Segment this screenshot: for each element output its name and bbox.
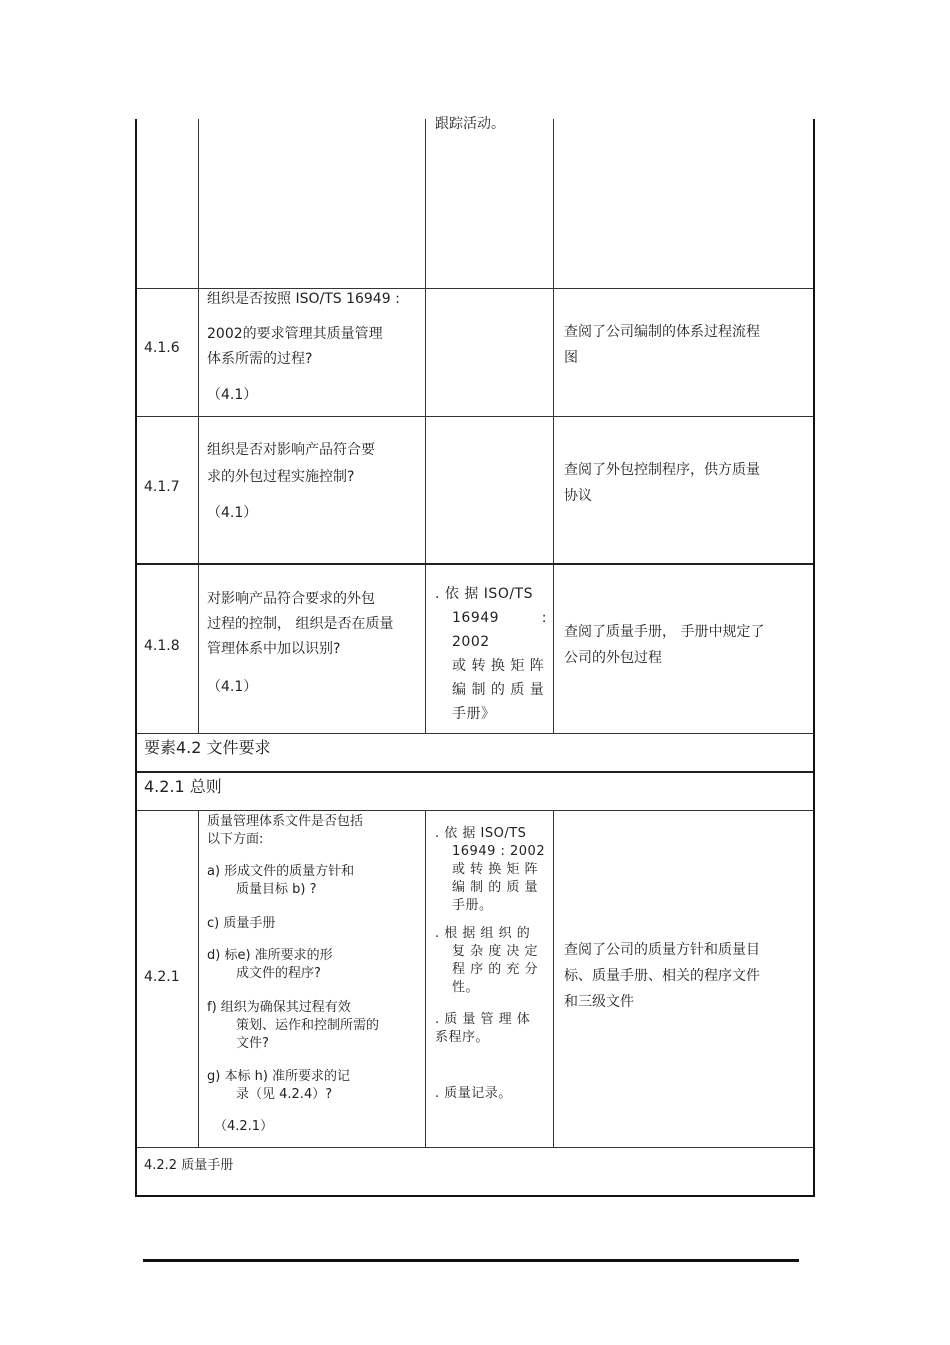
reference-line: . 质量记录。 [435, 1086, 512, 1101]
evidence-line: 和三级文件 [564, 994, 634, 1010]
reference-line: 编 制 的 质 量 [452, 682, 545, 698]
reference-line: . 依 据 ISO/TS [435, 586, 533, 602]
question-item-f-cont: 策划、运作和控制所需的 [236, 1018, 380, 1033]
question-item-c: c) 质量手册 [207, 916, 276, 931]
col-divider-1 [198, 119, 199, 733]
footer-rule [143, 1259, 799, 1262]
question-item-f: f) 组织为确保其过程有效 [207, 1000, 351, 1015]
row-divider [137, 1147, 813, 1148]
evidence-text [564, 319, 809, 371]
evidence-line: 查阅了外包控制程序，供方质量 [564, 462, 760, 478]
question-item-d: d) 标e) 准所要求的形 [207, 948, 333, 963]
section-heading-element: 要素4.2 文件要求 [144, 738, 271, 757]
reference-text [435, 582, 547, 726]
evidence-line: 公司的外包过程 [564, 650, 662, 666]
question-item-a-cont: 质量目标 b) ? [236, 882, 317, 897]
question-line: 2002的要求管理其质量管理 [207, 326, 383, 342]
reference-line: 或 转 换 矩 阵 [452, 658, 545, 674]
evidence-line: 协议 [564, 488, 592, 504]
question-line: 对影响产品符合要求的外包 [207, 591, 375, 607]
question-item-a: a) 形成文件的质量方针和 [207, 864, 355, 879]
evidence-text [564, 457, 809, 509]
row-divider [137, 810, 813, 811]
item-number: 4.1.6 [144, 340, 180, 356]
question-item-f-cont: 文件? [236, 1036, 269, 1051]
evidence-text [564, 619, 809, 671]
reference-text [435, 825, 547, 1103]
evidence-line: 查阅了公司编制的体系过程流程 [564, 324, 760, 340]
evidence-line: 标、质量手册、相关的程序文件 [564, 968, 760, 984]
question-line: 组织是否对影响产品符合要 [207, 442, 375, 458]
col-divider-3b [553, 810, 554, 1147]
col-divider-1b [198, 810, 199, 1147]
reference-line: 编 制 的 质 量 [452, 880, 539, 895]
question-item-d-cont: 成文件的程序? [236, 966, 321, 981]
evidence-line: 图 [564, 350, 578, 366]
evidence-line: 查阅了质量手册， 手册中规定了 [564, 624, 765, 640]
reference-line: 16949 : 2002 [452, 610, 547, 650]
question-item-g-cont: 录（见 4.2.4）? [236, 1087, 333, 1102]
reference-line: 16949 : 2002 [452, 844, 546, 859]
question-text [207, 438, 422, 526]
clause-ref: （4.1） [207, 387, 258, 403]
section-heading-manual: 4.2.2 质量手册 [144, 1158, 234, 1173]
question-text [207, 587, 422, 700]
reference-line: 手册。 [452, 898, 493, 913]
question-line: 组织是否按照 ISO/TS 16949 : [207, 291, 400, 307]
row-divider [137, 416, 813, 417]
question-text [207, 813, 422, 1136]
clause-ref: （4.1） [207, 505, 258, 521]
item-number: 4.2.1 [144, 969, 180, 985]
question-line: 体系所需的过程? [207, 351, 313, 367]
col-divider-3 [553, 119, 554, 733]
question-line: 求的外包过程实施控制? [207, 469, 355, 485]
reference-line: 程 序 的 充 分 [452, 962, 539, 977]
reference-line: 或 转 换 矩 阵 [452, 862, 539, 877]
evidence-text [564, 937, 809, 1015]
item-number: 4.1.8 [144, 638, 180, 654]
col-divider-2b [425, 810, 426, 1147]
clause-ref: （4.2.1） [214, 1119, 274, 1134]
clause-ref: （4.1） [207, 679, 258, 695]
row-divider [137, 563, 813, 565]
question-line: 过程的控制， 组织是否在质量 [207, 616, 394, 632]
question-line: 质量管理体系文件是否包括 [207, 814, 364, 829]
question-line: 管理体系中加以识别? [207, 641, 341, 657]
reference-line: 性。 [452, 980, 480, 995]
section-heading-general: 4.2.1 总则 [144, 777, 222, 796]
reference-line: . 根 据 组 织 的 [435, 926, 531, 941]
question-item-g: g) 本标 h) 准所要求的记 [207, 1069, 351, 1084]
item-number: 4.1.7 [144, 479, 180, 495]
ref-tail-text: 跟踪活动。 [435, 116, 505, 132]
evidence-line: 查阅了公司的质量方针和质量目 [564, 942, 760, 958]
question-text [207, 287, 422, 408]
reference-line: . 质 量 管 理 体 [435, 1012, 531, 1027]
reference-line: 复 杂 度 决 定 [452, 944, 539, 959]
col-divider-2 [425, 119, 426, 733]
question-line: 以下方面: [207, 832, 264, 847]
reference-line: . 依 据 ISO/TS [435, 826, 527, 841]
row-divider [137, 733, 813, 734]
audit-checklist-table [135, 116, 815, 1197]
reference-line: 手册》 [452, 706, 496, 722]
row-divider [137, 771, 813, 773]
reference-line: 系程序。 [435, 1030, 490, 1045]
